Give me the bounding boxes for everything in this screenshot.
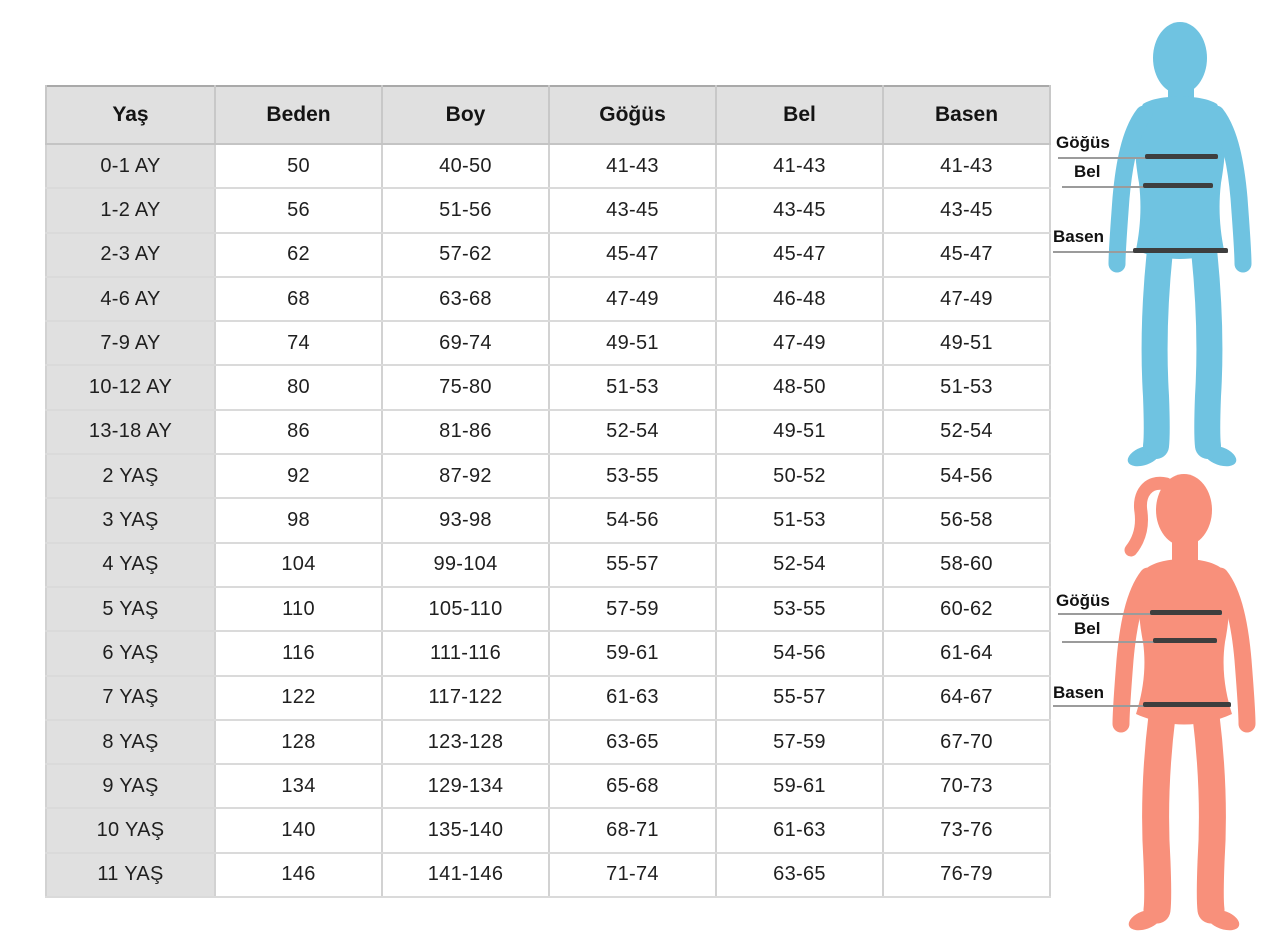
age-cell: 6 YAŞ [46, 631, 215, 675]
value-cell: 51-53 [549, 365, 716, 409]
value-cell: 135-140 [382, 808, 549, 852]
boy-silhouette [1088, 18, 1280, 470]
girl-chest-label: Göğüs [1056, 591, 1110, 610]
value-cell: 141-146 [382, 853, 549, 897]
value-cell: 60-62 [883, 587, 1050, 631]
value-cell: 57-59 [549, 587, 716, 631]
age-cell: 9 YAŞ [46, 764, 215, 808]
age-cell: 10-12 AY [46, 365, 215, 409]
value-cell: 64-67 [883, 676, 1050, 720]
size-table-header-row [46, 86, 1050, 144]
boy-waist-measure-line [1143, 183, 1213, 188]
girl-chest-measure-line [1150, 610, 1222, 615]
value-cell: 61-64 [883, 631, 1050, 675]
value-cell: 76-79 [883, 853, 1050, 897]
value-cell: 47-49 [549, 277, 716, 321]
value-cell: 45-47 [883, 233, 1050, 277]
boy-hip-measure-line [1133, 248, 1228, 253]
value-cell: 55-57 [549, 543, 716, 587]
table-row [46, 454, 1050, 498]
value-cell: 48-50 [716, 365, 883, 409]
value-cell: 128 [215, 720, 382, 764]
value-cell: 43-45 [549, 188, 716, 232]
value-cell: 122 [215, 676, 382, 720]
value-cell: 57-62 [382, 233, 549, 277]
value-cell: 129-134 [382, 764, 549, 808]
value-cell: 52-54 [549, 410, 716, 454]
value-cell: 99-104 [382, 543, 549, 587]
value-cell: 80 [215, 365, 382, 409]
value-cell: 98 [215, 498, 382, 542]
table-row [46, 233, 1050, 277]
age-cell: 1-2 AY [46, 188, 215, 232]
value-cell: 54-56 [549, 498, 716, 542]
value-cell: 81-86 [382, 410, 549, 454]
value-cell: 41-43 [883, 144, 1050, 188]
value-cell: 45-47 [549, 233, 716, 277]
value-cell: 47-49 [716, 321, 883, 365]
age-cell: 7 YAŞ [46, 676, 215, 720]
boy-waist-label: Bel [1074, 162, 1101, 181]
table-row [46, 410, 1050, 454]
value-cell: 69-74 [382, 321, 549, 365]
value-cell: 56 [215, 188, 382, 232]
age-cell: 4 YAŞ [46, 543, 215, 587]
value-cell: 68-71 [549, 808, 716, 852]
value-cell: 134 [215, 764, 382, 808]
value-cell: 54-56 [883, 454, 1050, 498]
table-row [46, 144, 1050, 188]
table-row [46, 321, 1050, 365]
age-cell: 2 YAŞ [46, 454, 215, 498]
value-cell: 50 [215, 144, 382, 188]
table-row [46, 631, 1050, 675]
age-cell: 7-9 AY [46, 321, 215, 365]
age-cell: 0-1 AY [46, 144, 215, 188]
value-cell: 105-110 [382, 587, 549, 631]
girl-waist-label: Bel [1074, 619, 1101, 638]
value-cell: 67-70 [883, 720, 1050, 764]
value-cell: 63-65 [549, 720, 716, 764]
value-cell: 59-61 [549, 631, 716, 675]
value-cell: 86 [215, 410, 382, 454]
value-cell: 68 [215, 277, 382, 321]
table-row [46, 587, 1050, 631]
value-cell: 57-59 [716, 720, 883, 764]
value-cell: 51-56 [382, 188, 549, 232]
value-cell: 40-50 [382, 144, 549, 188]
table-row [46, 498, 1050, 542]
value-cell: 92 [215, 454, 382, 498]
column-header: Boy [382, 86, 549, 144]
value-cell: 61-63 [549, 676, 716, 720]
table-row [46, 277, 1050, 321]
value-cell: 146 [215, 853, 382, 897]
girl-hip-measure-line [1143, 702, 1231, 707]
value-cell: 71-74 [549, 853, 716, 897]
value-cell: 47-49 [883, 277, 1050, 321]
value-cell: 51-53 [883, 365, 1050, 409]
age-cell: 2-3 AY [46, 233, 215, 277]
age-cell: 3 YAŞ [46, 498, 215, 542]
age-cell: 8 YAŞ [46, 720, 215, 764]
value-cell: 63-68 [382, 277, 549, 321]
value-cell: 53-55 [549, 454, 716, 498]
value-cell: 61-63 [716, 808, 883, 852]
value-cell: 140 [215, 808, 382, 852]
column-header: Yaş [46, 86, 215, 144]
value-cell: 93-98 [382, 498, 549, 542]
girl-hip-label: Basen [1053, 683, 1105, 702]
value-cell: 41-43 [716, 144, 883, 188]
value-cell: 87-92 [382, 454, 549, 498]
value-cell: 50-52 [716, 454, 883, 498]
column-header: Göğüs [549, 86, 716, 144]
value-cell: 117-122 [382, 676, 549, 720]
girl-waist-measure-line [1153, 638, 1217, 643]
value-cell: 73-76 [883, 808, 1050, 852]
value-cell: 59-61 [716, 764, 883, 808]
value-cell: 49-51 [549, 321, 716, 365]
age-cell: 5 YAŞ [46, 587, 215, 631]
value-cell: 116 [215, 631, 382, 675]
value-cell: 49-51 [883, 321, 1050, 365]
table-row [46, 808, 1050, 852]
value-cell: 104 [215, 543, 382, 587]
value-cell: 63-65 [716, 853, 883, 897]
value-cell: 43-45 [883, 188, 1050, 232]
value-cell: 46-48 [716, 277, 883, 321]
age-cell: 11 YAŞ [46, 853, 215, 897]
age-cell: 13-18 AY [46, 410, 215, 454]
column-header: Beden [215, 86, 382, 144]
value-cell: 70-73 [883, 764, 1050, 808]
column-header: Basen [883, 86, 1050, 144]
value-cell: 41-43 [549, 144, 716, 188]
table-row [46, 543, 1050, 587]
value-cell: 43-45 [716, 188, 883, 232]
value-cell: 53-55 [716, 587, 883, 631]
value-cell: 74 [215, 321, 382, 365]
value-cell: 110 [215, 587, 382, 631]
boy-chest-label: Göğüs [1056, 133, 1110, 152]
value-cell: 123-128 [382, 720, 549, 764]
age-cell: 10 YAŞ [46, 808, 215, 852]
value-cell: 56-58 [883, 498, 1050, 542]
boy-hip-label: Basen [1053, 227, 1105, 246]
value-cell: 51-53 [716, 498, 883, 542]
value-cell: 65-68 [549, 764, 716, 808]
value-cell: 52-54 [716, 543, 883, 587]
size-table-body [46, 144, 1050, 897]
value-cell: 111-116 [382, 631, 549, 675]
value-cell: 45-47 [716, 233, 883, 277]
age-cell: 4-6 AY [46, 277, 215, 321]
value-cell: 75-80 [382, 365, 549, 409]
table-row [46, 676, 1050, 720]
value-cell: 49-51 [716, 410, 883, 454]
table-row [46, 853, 1050, 897]
value-cell: 62 [215, 233, 382, 277]
value-cell: 55-57 [716, 676, 883, 720]
column-header: Bel [716, 86, 883, 144]
value-cell: 54-56 [716, 631, 883, 675]
table-row [46, 188, 1050, 232]
table-row [46, 365, 1050, 409]
value-cell: 58-60 [883, 543, 1050, 587]
table-row [46, 764, 1050, 808]
value-cell: 52-54 [883, 410, 1050, 454]
size-table [45, 85, 1051, 898]
table-row [46, 720, 1050, 764]
boy-chest-measure-line [1145, 154, 1218, 159]
